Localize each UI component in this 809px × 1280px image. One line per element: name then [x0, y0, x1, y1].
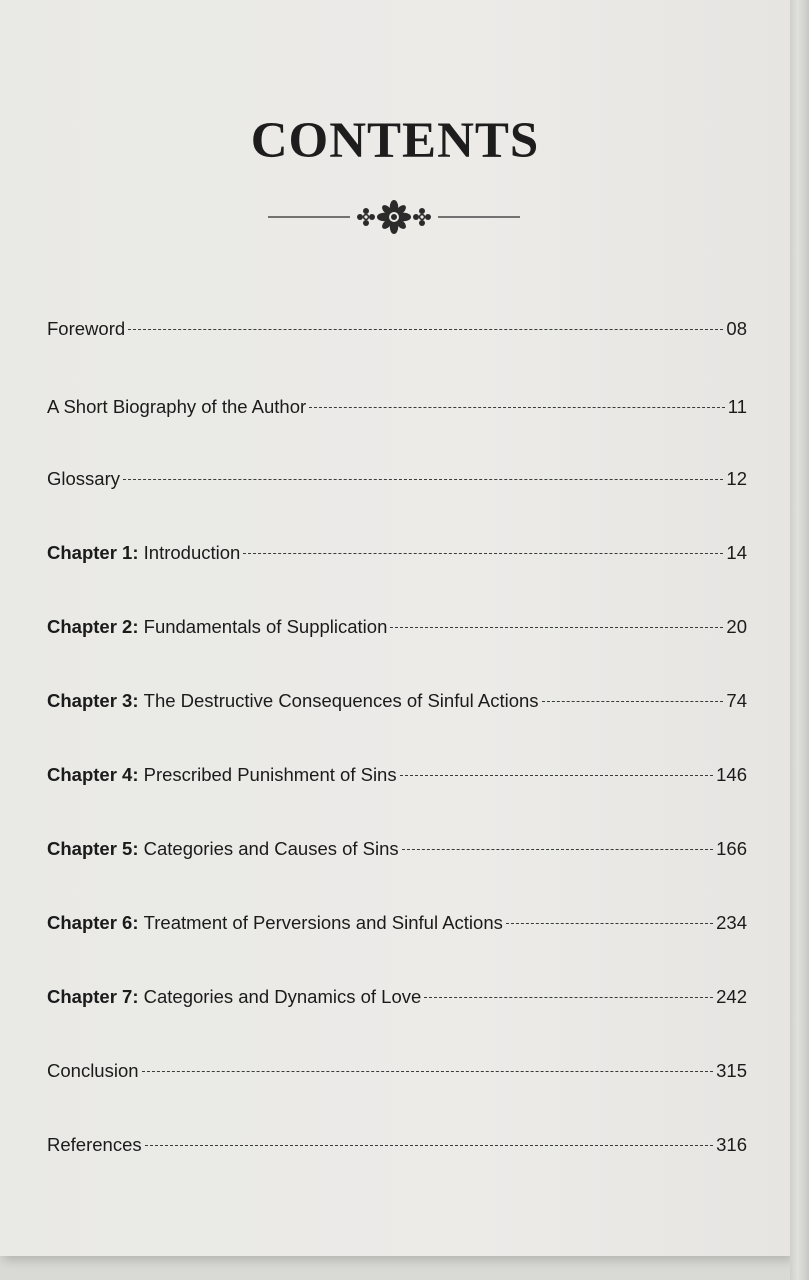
- toc-page-number: 12: [726, 468, 747, 489]
- toc-chapter-label: Chapter 1:: [47, 542, 144, 563]
- toc-page-number: 146: [716, 764, 747, 785]
- toc-entry-title: Fundamentals of Supplication: [143, 616, 388, 637]
- toc-entry-chapter-7[interactable]: [47, 986, 747, 1012]
- toc-page-number: 08: [726, 318, 747, 339]
- dot-leader: [145, 1144, 714, 1146]
- toc-entry-title: Introduction: [143, 542, 241, 563]
- dot-leader: [123, 478, 723, 480]
- toc-chapter-label: Chapter 7:: [47, 986, 144, 1007]
- dot-leader: [243, 552, 723, 554]
- toc-page-number: 316: [716, 1134, 747, 1155]
- toc-entry-chapter-2[interactable]: [47, 616, 747, 642]
- floral-divider-icon: [268, 200, 520, 234]
- toc-chapter-label: Chapter 4:: [47, 764, 144, 785]
- toc-page-number: 315: [716, 1060, 747, 1081]
- toc-page-number: 11: [727, 396, 747, 417]
- dot-leader: [424, 996, 713, 998]
- toc-entry-conclusion[interactable]: [47, 1060, 747, 1086]
- toc-entry-title: References: [47, 1134, 142, 1155]
- toc-page-number: 14: [726, 542, 747, 563]
- toc-chapter-label: Chapter 2:: [47, 616, 144, 637]
- page-edge: [790, 0, 809, 1280]
- toc-entry-title: A Short Biography of the Author: [47, 396, 307, 417]
- dot-leader: [390, 626, 723, 628]
- toc-page-number: 20: [726, 616, 747, 637]
- toc-entry-foreword[interactable]: [47, 318, 747, 344]
- toc-entry-chapter-6[interactable]: [47, 912, 747, 938]
- toc-entry-chapter-4[interactable]: [47, 764, 747, 790]
- toc-chapter-label: Chapter 6:: [47, 912, 144, 933]
- toc-entry-title: Categories and Dynamics of Love: [143, 986, 422, 1007]
- toc-entry-title: Foreword: [47, 318, 126, 339]
- toc-page-number: 74: [726, 690, 747, 711]
- toc-page-number: 234: [716, 912, 747, 933]
- toc-chapter-label: Chapter 5:: [47, 838, 144, 859]
- toc-entry-chapter-1[interactable]: [47, 542, 747, 568]
- page-title: CONTENTS: [250, 113, 540, 169]
- toc-entry-title: Glossary: [47, 468, 120, 489]
- toc-entry-title: Conclusion: [47, 1060, 139, 1081]
- toc-entry-glossary[interactable]: [47, 468, 747, 494]
- dot-leader: [128, 328, 723, 330]
- toc-page-number: 166: [716, 838, 747, 859]
- toc-entry-biography[interactable]: [47, 396, 747, 422]
- dot-leader: [309, 406, 725, 408]
- toc-entry-references[interactable]: [47, 1134, 747, 1160]
- toc-entry-title: Treatment of Perversions and Sinful Actions: [143, 912, 503, 933]
- toc-chapter-label: Chapter 3:: [47, 690, 144, 711]
- dot-leader: [402, 848, 713, 850]
- toc-entry-title: Prescribed Punishment of Sins: [143, 764, 397, 785]
- toc-entry-chapter-3[interactable]: [47, 690, 747, 716]
- dot-leader: [400, 774, 714, 776]
- toc-page-number: 242: [716, 986, 747, 1007]
- dot-leader: [142, 1070, 714, 1072]
- toc-entry-title: Categories and Causes of Sins: [143, 838, 399, 859]
- dot-leader: [506, 922, 713, 924]
- toc-entry-chapter-5[interactable]: [47, 838, 747, 864]
- toc-entry-title: The Destructive Consequences of Sinful Actions: [143, 690, 539, 711]
- dot-leader: [542, 700, 724, 702]
